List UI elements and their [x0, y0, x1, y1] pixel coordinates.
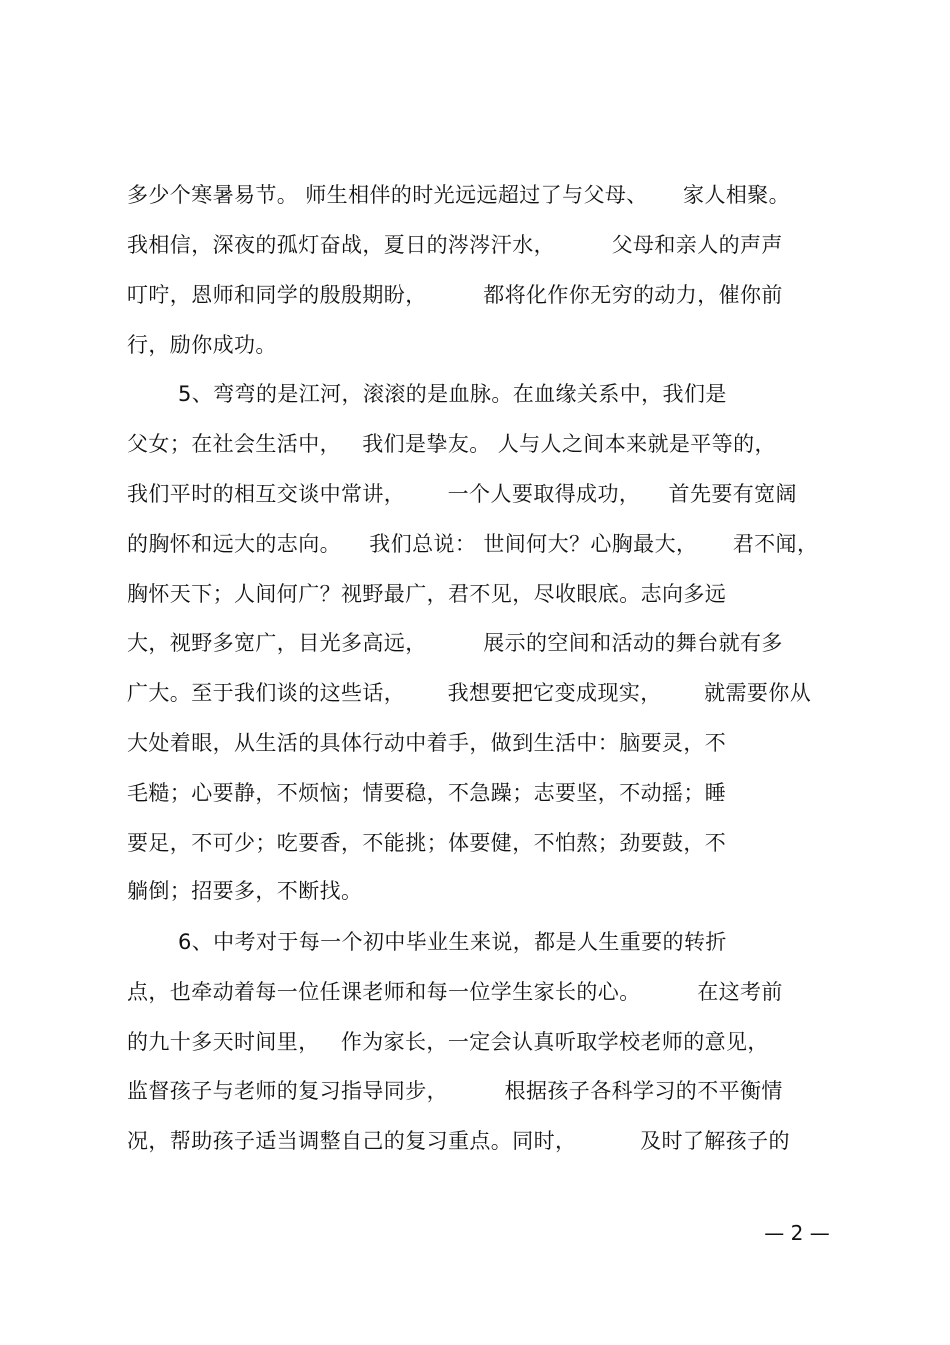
text-line: 我们平时的相互交谈中常讲， 一个人要取得成功， 首先要有宽阔	[127, 482, 797, 506]
text-line: 毛糙；心要静，不烦恼；情要稳，不急躁；志要坚，不动摇；睡	[127, 781, 727, 805]
text-line: 大，视野多宽广，目光多高远， 展示的空间和活动的舞台就有多	[127, 631, 783, 655]
text-line: 叮咛，恩师和同学的殷殷期盼， 都将化作你无穷的动力，催你前	[127, 283, 783, 307]
text-line: 我相信，深夜的孤灯奋战，夏日的涔涔汗水， 父母和亲人的声声	[127, 233, 783, 257]
text-line: 监督孩子与老师的复习指导同步， 根据孩子各科学习的不平衡情	[127, 1079, 783, 1103]
paragraph-start-line: 6、中考对于每一个初中毕业生来说，都是人生重要的转折	[178, 930, 727, 954]
paragraph-start-line: 5、弯弯的是江河，滚滚的是血脉。在血缘关系中，我们是	[178, 382, 727, 406]
text-line: 要足，不可少；吃要香，不能挑；体要健，不怕熬；劲要鼓，不	[127, 831, 727, 855]
text-line: 胸怀天下；人间何广？视野最广，君不见，尽收眼底。志向多远	[127, 582, 727, 606]
text-line: 点，也牵动着每一位任课老师和每一位学生家长的心。 在这考前	[127, 980, 783, 1004]
page-number: — 2 —	[764, 1221, 830, 1245]
text-line: 多少个寒暑易节。 师生相伴的时光远远超过了与父母、 家人相聚。	[127, 183, 791, 207]
text-line: 广大。至于我们谈的这些话， 我想要把它变成现实， 就需要你从	[127, 681, 812, 705]
text-line: 的胸怀和远大的志向。 我们总说： 世间何大？心胸最大， 君不闻，	[127, 532, 819, 556]
text-line: 的九十多天时间里， 作为家长，一定会认真听取学校老师的意见，	[127, 1030, 769, 1054]
text-line: 躺倒；招要多，不断找。	[127, 879, 363, 903]
text-line: 行，励你成功。	[127, 333, 277, 357]
text-line: 况，帮助孩子适当调整自己的复习重点。同时， 及时了解孩子的	[127, 1129, 790, 1153]
text-line: 父女；在社会生活中， 我们是挚友。 人与人之间本来就是平等的，	[127, 432, 776, 456]
text-line: 大处着眼，从生活的具体行动中着手，做到生活中：脑要灵，不	[127, 731, 727, 755]
